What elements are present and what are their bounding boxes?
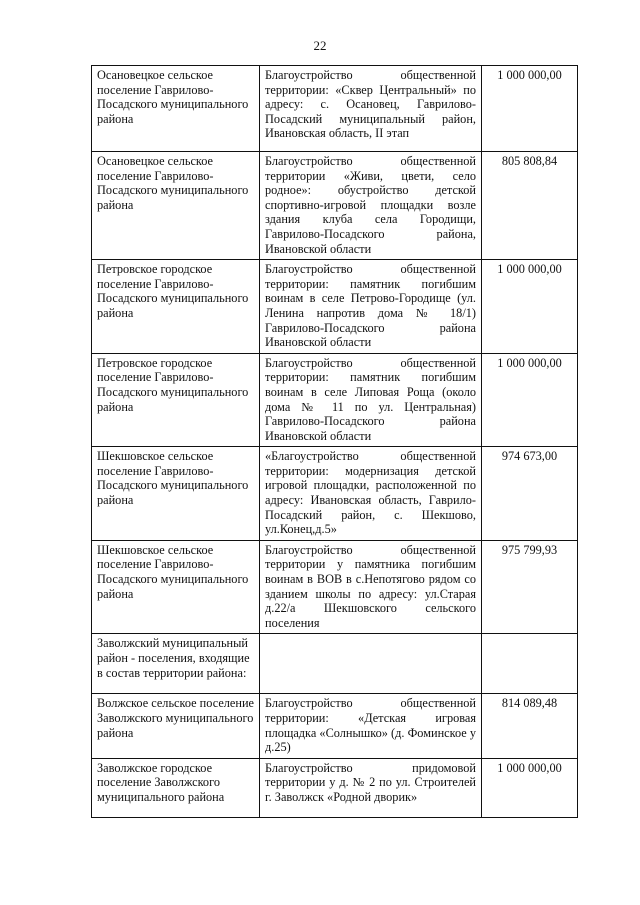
table-row <box>92 260 578 354</box>
amount-cell: 805 808,84 <box>482 152 578 260</box>
amount-cell <box>482 634 578 694</box>
amount-cell: 814 089,48 <box>482 694 578 758</box>
table-row <box>92 694 578 758</box>
municipality-cell: Волжское сельское поселение Заволжского муниципального района <box>92 694 260 758</box>
funding-table <box>91 65 578 818</box>
project-description-cell: Благоустройство общественной территории «Живи, цвети, село родное»: обустройство детской спортивно-игровой площадки возле здания клуба села Городищи, Гаврилово-Посадского района, Ивановской области <box>260 152 482 260</box>
amount-cell: 975 799,93 <box>482 540 578 634</box>
table-row <box>92 152 578 260</box>
municipality-group-cell: Заволжский муниципальный район - поселения, входящие в состав территории района: <box>92 634 260 694</box>
project-description-cell <box>260 634 482 694</box>
project-description-cell: Благоустройство общественной территории: памятник погибшим воинам в селе Петрово-Городище (ул. Ленина напротив дома № 18/1) Гаврилово-Посадского района Ивановской области <box>260 260 482 354</box>
project-description-cell: Благоустройство общественной территории: памятник погибшим воинам в селе Липовая Роща (около дома № 11 по ул. Центральная) Гаврилово-Посадского района Ивановской области <box>260 353 482 447</box>
project-description-cell: Благоустройство общественной территории: «Сквер Центральный» по адресу: с. Осановец, Гаврилово-Посадский муниципальный район, Ивановская область, II этап <box>260 66 482 152</box>
municipality-cell: Петровское городское поселение Гаврилово-Посадского муниципального района <box>92 353 260 447</box>
project-description-cell: «Благоустройство общественной территории: модернизация детской игровой площадки, расположенной по адресу: Ивановская область, Гаврило-Посадский район, с. Шекшово, ул.Конец,д.5» <box>260 447 482 541</box>
table-row <box>92 353 578 447</box>
amount-cell: 1 000 000,00 <box>482 353 578 447</box>
table-row <box>92 66 578 152</box>
page-number: 22 <box>313 38 327 53</box>
municipality-cell: Шекшовское сельское поселение Гаврилово-Посадского муниципального района <box>92 540 260 634</box>
municipality-cell: Петровское городское поселение Гаврилово-Посадского муниципального района <box>92 260 260 354</box>
table-row <box>92 758 578 817</box>
project-description-cell: Благоустройство придомовой территории у д. № 2 по ул. Строителей г. Заволжск «Родной дворик» <box>260 758 482 817</box>
amount-cell: 1 000 000,00 <box>482 758 578 817</box>
municipality-cell: Осановецкое сельское поселение Гаврилово-Посадского муниципального района <box>92 152 260 260</box>
table-row <box>92 634 578 694</box>
project-description-cell: Благоустройство общественной территории: «Детская игровая площадка «Солнышко» (д. Фоминское у д.25) <box>260 694 482 758</box>
municipality-cell: Осановецкое сельское поселение Гаврилово-Посадского муниципального района <box>92 66 260 152</box>
table-row <box>92 540 578 634</box>
table-row <box>92 447 578 541</box>
amount-cell: 1 000 000,00 <box>482 66 578 152</box>
project-description-cell: Благоустройство общественной территории у памятника погибшим воинам в ВОВ в с.Непотягово рядом со зданием школы по адресу: ул.Старая д.22/а Шекшовского сельского поселения <box>260 540 482 634</box>
amount-cell: 1 000 000,00 <box>482 260 578 354</box>
municipality-cell: Заволжское городское поселение Заволжского муниципального района <box>92 758 260 817</box>
municipality-cell: Шекшовское сельское поселение Гаврилово-Посадского муниципального района <box>92 447 260 541</box>
amount-cell: 974 673,00 <box>482 447 578 541</box>
